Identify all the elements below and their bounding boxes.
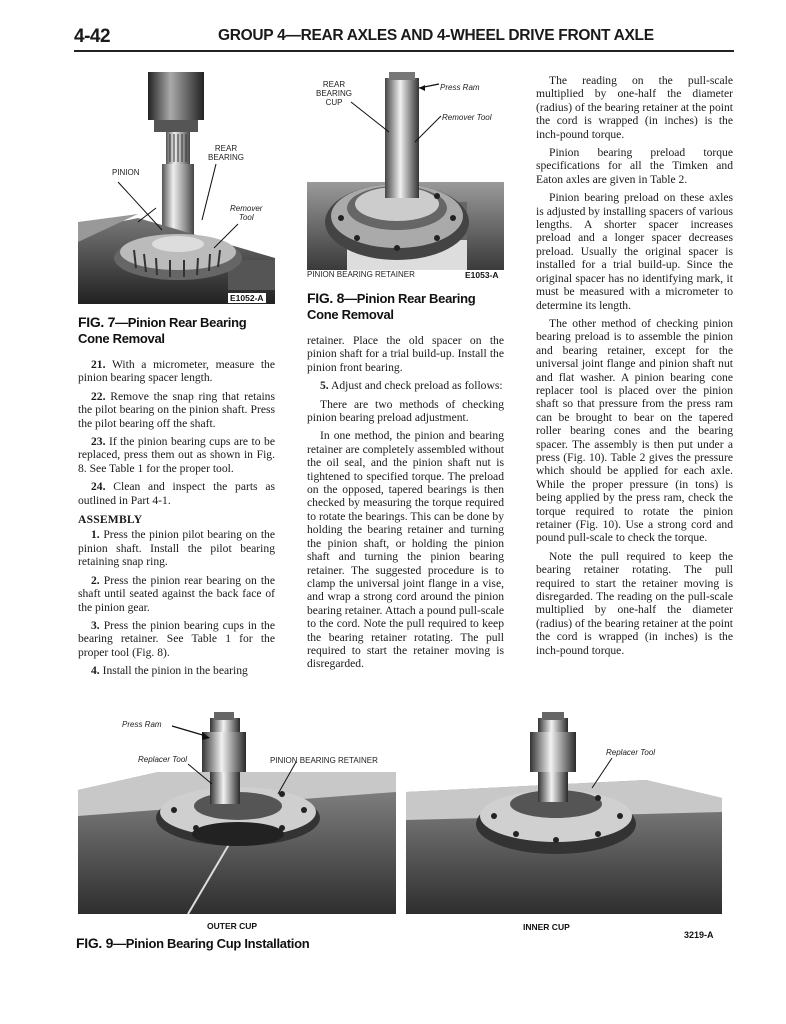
page-number: 4-42 xyxy=(74,26,111,47)
fig9-caption xyxy=(76,935,396,952)
fig9-inner-illustration xyxy=(406,712,722,914)
column-2 xyxy=(307,334,504,676)
fig7-illustration xyxy=(78,72,275,304)
assembly-step-4 xyxy=(78,664,275,677)
fig9-photo-outer-cup xyxy=(78,712,396,914)
step-4-continued: retainer. Place the old spacer on the pinion shaft for a trial build-up. Install the pinion front bearing. xyxy=(307,334,504,374)
fig9-label-press-ram: Press Ram xyxy=(122,720,162,729)
assembly-step-1-number: 1. xyxy=(91,528,100,542)
fig9-caption-text: —Pinion Bearing Cup Installation xyxy=(113,936,310,951)
fig7-caption xyxy=(78,314,278,347)
column-1 xyxy=(78,358,275,683)
step-21 xyxy=(78,358,275,385)
fig9-label-inner-cup: INNER CUP xyxy=(523,922,570,932)
fig9-number: 3219-A xyxy=(684,930,714,940)
column-3 xyxy=(536,74,733,662)
assembly-step-1 xyxy=(78,528,275,568)
fig9-label-pinion-bearing-retainer: PINION BEARING RETAINER xyxy=(270,756,378,765)
spacers-paragraph: Pinion bearing preload on these axles is adjusted by installing spacers of various lengths. A shorter spacer increases preload and a longer spacer decreases preload. Usually the original spacer is installed for a trial build-up. Since the original spacer has no identifying mark, it must be measured with a micrometer to determine its length. xyxy=(536,191,733,312)
specs-paragraph: Pinion bearing preload torque specifications for all the Timken and Eaton axles are given in Table 2. xyxy=(536,146,733,186)
fig8-label-pinion-bearing-retainer: PINION BEARING RETAINER xyxy=(307,270,415,279)
step-23-text: If the pinion bearing cups are to be replaced, press them out as shown in Fig. 8. See Table 1 for the proper tool. xyxy=(78,435,275,475)
fig9-outer-illustration xyxy=(78,712,396,914)
step-21-number: 21. xyxy=(91,358,106,371)
assembly-step-4-text: Install the pinion in the bearing xyxy=(102,664,248,678)
step-24-text: Clean and inspect the parts as outlined in Part 4-1. xyxy=(78,480,275,507)
other-method-paragraph: The other method of checking pinion bearing preload is to assemble the pinion and bearing retainer, except for the universal joint flange and pinion shaft nut and flat washer. A pinion bearing cone replacer tool is placed over the pinion shaft so that pressure from the press ram can be brought to bear on the tapered roller bearing cones and the bearing spacer. The assembly is then put under a press (Fig. 10). Table 2 gives the pressure which should be applied for each axle. While the proper pressure (in tons) is being applied by the press ram, check the torque required to rotate the pinion retainer (Fig. 10). Use a strong cord and pound pull-scale to check the torque. xyxy=(536,316,733,545)
assembly-step-2-number: 2. xyxy=(91,573,100,587)
assembly-step-2-text: Press the pinion rear bearing on the shaft until seated against the back face of the pinion gear. xyxy=(78,573,275,614)
fig8-label-rear-bearing-cup: REAR BEARING CUP xyxy=(316,80,353,107)
fig8-number: E1053-A xyxy=(465,270,499,280)
fig9-label-replacer-tool-right: Replacer Tool xyxy=(606,748,656,757)
assembly-step-4-number: 4. xyxy=(91,664,100,678)
step-23 xyxy=(78,435,275,475)
fig7-label-rear-bearing: REAR BEARING xyxy=(208,144,245,162)
two-methods-paragraph: There are two methods of checking pinion bearing preload adjustment. xyxy=(307,397,504,425)
assembly-heading: ASSEMBLY xyxy=(78,513,143,527)
step-22 xyxy=(78,390,275,430)
fig7-number: E1052-A xyxy=(230,293,264,303)
step-22-number: 22. xyxy=(91,389,106,403)
step-24-number: 24. xyxy=(91,480,106,494)
fig7-photo xyxy=(78,72,275,304)
note-paragraph: Note the pull required to keep the bearing retainer rotating. The pull required to start the retainer moving is disregarded. The reading on the pull-scale multiplied by one-half the diameter (radius) of the bearing retainer at the point the cord is wrapped (in inches) is the inch-pound torque. xyxy=(536,549,733,657)
fig8-label-remover-tool: Remover Tool xyxy=(442,113,492,122)
header-rule xyxy=(74,50,734,52)
step-24 xyxy=(78,480,275,507)
assembly-step-3-number: 3. xyxy=(91,618,100,632)
fig8-caption xyxy=(307,290,507,323)
fig8-label-press-ram: Press Ram xyxy=(440,83,480,92)
fig9-label-outer-cup: OUTER CUP xyxy=(207,921,258,931)
fig9-label-replacer-tool-left: Replacer Tool xyxy=(138,755,188,764)
fig9-photo-inner-cup xyxy=(406,712,722,914)
assembly-step-5 xyxy=(307,379,504,392)
assembly-step-3-text: Press the pinion bearing cups in the bearing retainer. See Table 1 for the proper tool (Fig. 8). xyxy=(78,618,275,659)
fig7-label-pinion: PINION xyxy=(112,168,140,177)
fig7-label-remover-tool: Remover Tool xyxy=(230,204,263,222)
fig7-caption-text: —Pinion Rear Bearing Cone Removal xyxy=(78,315,247,346)
assembly-step-3 xyxy=(78,619,275,659)
fig9-caption-prefix: FIG. 9 xyxy=(76,935,114,951)
fig8-caption-prefix: FIG. 8 xyxy=(307,290,345,306)
assembly-step-2 xyxy=(78,574,275,614)
page-title: GROUP 4—REAR AXLES AND 4-WHEEL DRIVE FRONT AXLE xyxy=(218,27,654,44)
step-23-number: 23. xyxy=(91,435,106,449)
assembly-step-1-text: Press the pinion pilot bearing on the pinion shaft. Install the pilot bearing retaining snap ring. xyxy=(78,528,275,569)
reading-paragraph: The reading on the pull-scale multiplied by one-half the diameter (radius) of the bearing retainer at the point the cord is wrapped (in inches) is the inch-pound torque. xyxy=(536,74,733,141)
step-21-text: With a micrometer, measure the pinion bearing spacer length. xyxy=(78,358,275,385)
fig7-caption-prefix: FIG. 7 xyxy=(78,314,116,330)
first-method-paragraph: In one method, the pinion and bearing retainer are completely assembled without the oil seal, and the pinion shaft nut is tightened to specified torque. The preload on the opposed, tapered bearings is then checked by measuring the torque required to rotate the bearings. This can be done by holding the bearing retainer and turning the pinion shaft, or holding the pinion shaft and turning the pinion bearing retainer. The suggested procedure is to clamp the universal joint flange in a vise, and wrap a strong cord around the pinion bearing retainer. Attach a pound pull-scale to the cord. Note the pull required to keep the bearing retainer rotating. The pull required to start the retainer moving is disregarded. xyxy=(307,429,504,671)
step-22-text: Remove the snap ring that retains the pilot bearing on the pinion shaft. Press the pilot bearing off the shaft. xyxy=(78,389,275,430)
fig8-caption-text: —Pinion Rear Bearing Cone Removal xyxy=(307,291,476,322)
assembly-step-5-text: Adjust and check preload as follows: xyxy=(330,379,503,393)
assembly-step-5-number: 5. xyxy=(320,379,329,393)
